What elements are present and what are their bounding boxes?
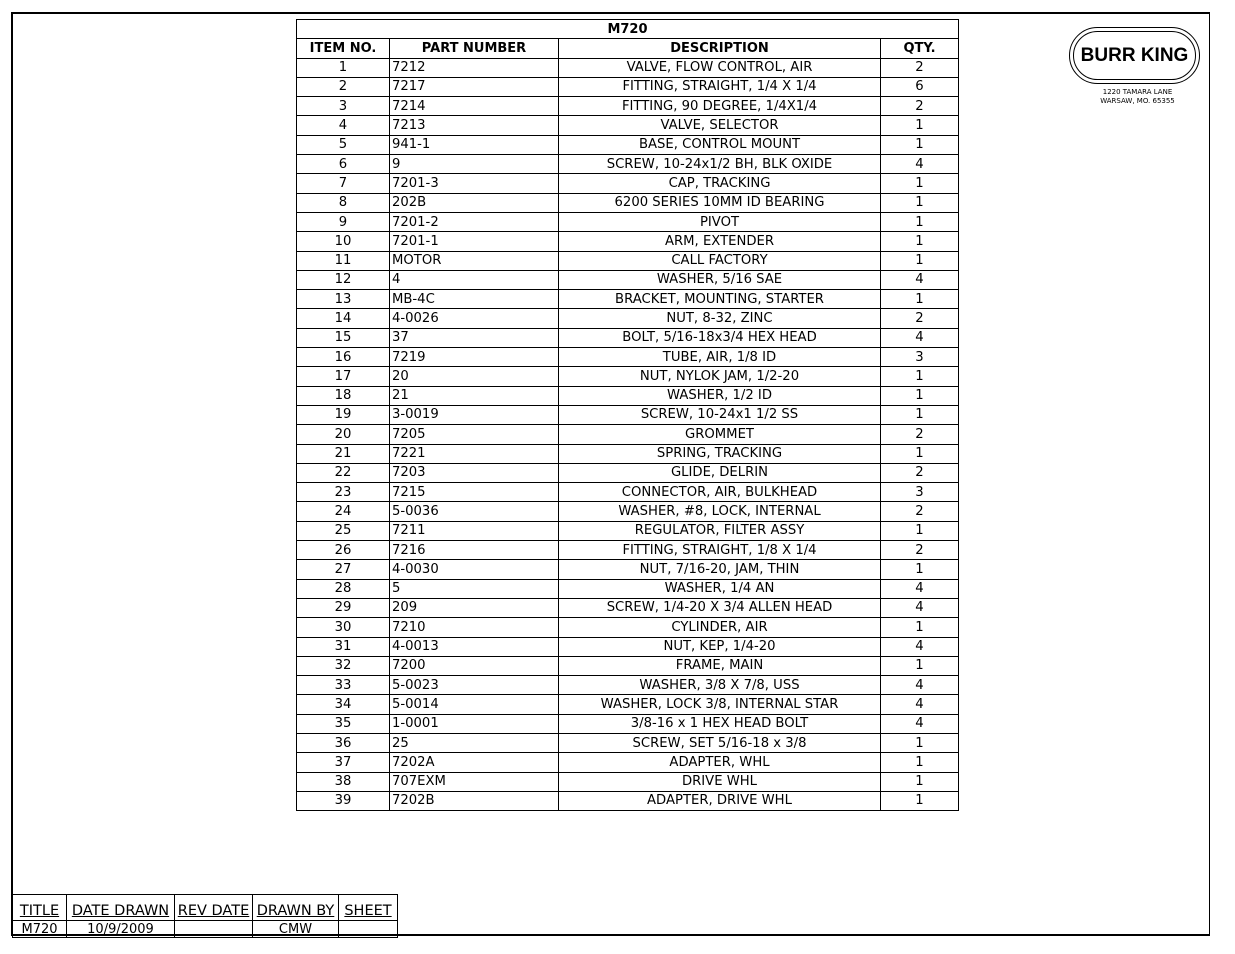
qty-cell: 4: [881, 155, 959, 174]
description-cell: BOLT, 5/16-18x3/4 HEX HEAD: [559, 328, 881, 347]
title-block: [12, 894, 398, 938]
qty-cell: 4: [881, 676, 959, 695]
part-number-cell: 7217: [390, 77, 559, 96]
part-number-cell: 7201-1: [390, 232, 559, 251]
qty-cell: 2: [881, 309, 959, 328]
description-cell: NUT, 8-32, ZINC: [559, 309, 881, 328]
qty-cell: 1: [881, 174, 959, 193]
table-row: [297, 135, 959, 154]
part-number-cell: 5-0036: [390, 502, 559, 521]
part-number-cell: 7202A: [390, 753, 559, 772]
part-number-cell: 9: [390, 155, 559, 174]
table-row: [297, 270, 959, 289]
item-no-cell: 8: [297, 193, 390, 212]
title-block-header-sheet: SHEET: [339, 895, 398, 921]
item-no-cell: 22: [297, 463, 390, 482]
address-line-1: 1220 TAMARA LANE: [1102, 88, 1173, 96]
item-no-cell: 30: [297, 618, 390, 637]
part-number-cell: 20: [390, 367, 559, 386]
description-cell: WASHER, 5/16 SAE: [559, 270, 881, 289]
item-no-cell: 24: [297, 502, 390, 521]
qty-cell: 1: [881, 733, 959, 752]
part-number-cell: 37: [390, 328, 559, 347]
item-no-cell: 32: [297, 656, 390, 675]
item-no-cell: 20: [297, 425, 390, 444]
description-cell: ADAPTER, WHL: [559, 753, 881, 772]
table-row: [297, 251, 959, 270]
qty-cell: 1: [881, 193, 959, 212]
item-no-cell: 26: [297, 541, 390, 560]
table-row: [297, 425, 959, 444]
description-cell: ADAPTER, DRIVE WHL: [559, 791, 881, 810]
item-no-cell: 16: [297, 348, 390, 367]
part-number-cell: MB-4C: [390, 290, 559, 309]
table-row: [297, 290, 959, 309]
part-number-cell: 5: [390, 579, 559, 598]
description-cell: FITTING, 90 DEGREE, 1/4X1/4: [559, 97, 881, 116]
table-row: [297, 232, 959, 251]
part-number-cell: 4-0030: [390, 560, 559, 579]
description-cell: BRACKET, MOUNTING, STARTER: [559, 290, 881, 309]
item-no-cell: 37: [297, 753, 390, 772]
table-row: [297, 367, 959, 386]
item-no-cell: 38: [297, 772, 390, 791]
qty-cell: 1: [881, 386, 959, 405]
title-block-header-date-drawn: DATE DRAWN: [67, 895, 175, 921]
qty-cell: 1: [881, 212, 959, 231]
table-row: [297, 309, 959, 328]
part-number-cell: 5-0014: [390, 695, 559, 714]
description-cell: DRIVE WHL: [559, 772, 881, 791]
part-number-cell: 7215: [390, 483, 559, 502]
description-cell: NUT, 7/16-20, JAM, THIN: [559, 560, 881, 579]
table-row: [297, 598, 959, 617]
qty-cell: 2: [881, 97, 959, 116]
item-no-cell: 15: [297, 328, 390, 347]
part-number-cell: 202B: [390, 193, 559, 212]
item-no-cell: 29: [297, 598, 390, 617]
item-no-cell: 17: [297, 367, 390, 386]
part-number-cell: 7219: [390, 348, 559, 367]
table-row: [297, 193, 959, 212]
table-row: [297, 521, 959, 540]
table-row: [297, 483, 959, 502]
table-row: [297, 714, 959, 733]
item-no-cell: 1: [297, 58, 390, 77]
address-line-2: WARSAW, MO. 65355: [1100, 97, 1175, 105]
description-cell: SCREW, 10-24x1/2 BH, BLK OXIDE: [559, 155, 881, 174]
table-row: [297, 155, 959, 174]
col-header-qty: QTY.: [881, 39, 959, 58]
table-row: [297, 695, 959, 714]
logo-text: BURR KING: [1073, 31, 1196, 80]
qty-cell: 3: [881, 348, 959, 367]
description-cell: 3/8-16 x 1 HEX HEAD BOLT: [559, 714, 881, 733]
qty-cell: 1: [881, 367, 959, 386]
table-row: [297, 58, 959, 77]
table-row: [297, 579, 959, 598]
qty-cell: 2: [881, 541, 959, 560]
description-cell: SCREW, 1/4-20 X 3/4 ALLEN HEAD: [559, 598, 881, 617]
description-cell: VALVE, FLOW CONTROL, AIR: [559, 58, 881, 77]
qty-cell: 4: [881, 637, 959, 656]
table-row: [297, 618, 959, 637]
qty-cell: 4: [881, 270, 959, 289]
title-block-header-drawn-by: DRAWN BY: [253, 895, 339, 921]
qty-cell: 1: [881, 560, 959, 579]
part-number-cell: 7211: [390, 521, 559, 540]
description-cell: WASHER, 1/2 ID: [559, 386, 881, 405]
item-no-cell: 9: [297, 212, 390, 231]
description-cell: CALL FACTORY: [559, 251, 881, 270]
title-block-value-rev-date: [175, 921, 253, 938]
part-number-cell: 7205: [390, 425, 559, 444]
item-no-cell: 25: [297, 521, 390, 540]
part-number-cell: 4-0026: [390, 309, 559, 328]
table-row: [297, 444, 959, 463]
qty-cell: 1: [881, 290, 959, 309]
table-row: [297, 405, 959, 424]
table-row: [297, 772, 959, 791]
table-row: [297, 77, 959, 96]
item-no-cell: 19: [297, 405, 390, 424]
col-header-part-number: PART NUMBER: [390, 39, 559, 58]
item-no-cell: 2: [297, 77, 390, 96]
table-row: [297, 174, 959, 193]
description-cell: SCREW, 10-24x1 1/2 SS: [559, 405, 881, 424]
part-number-cell: 4: [390, 270, 559, 289]
title-block-value-sheet: [339, 921, 398, 938]
table-row: [297, 328, 959, 347]
part-number-cell: 4-0013: [390, 637, 559, 656]
qty-cell: 1: [881, 116, 959, 135]
item-no-cell: 35: [297, 714, 390, 733]
table-row: [297, 212, 959, 231]
part-number-cell: 25: [390, 733, 559, 752]
qty-cell: 2: [881, 58, 959, 77]
part-number-cell: 7200: [390, 656, 559, 675]
table-row: [297, 463, 959, 482]
qty-cell: 1: [881, 251, 959, 270]
parts-table-body: [297, 58, 959, 811]
item-no-cell: 11: [297, 251, 390, 270]
table-row: [297, 348, 959, 367]
table-row: [297, 676, 959, 695]
description-cell: SPRING, TRACKING: [559, 444, 881, 463]
description-cell: FITTING, STRAIGHT, 1/4 X 1/4: [559, 77, 881, 96]
qty-cell: 4: [881, 714, 959, 733]
description-cell: CYLINDER, AIR: [559, 618, 881, 637]
part-number-cell: 209: [390, 598, 559, 617]
item-no-cell: 18: [297, 386, 390, 405]
part-number-cell: 7212: [390, 58, 559, 77]
table-row: [297, 541, 959, 560]
part-number-cell: 5-0023: [390, 676, 559, 695]
title-block-value-title: M720: [13, 921, 67, 938]
item-no-cell: 3: [297, 97, 390, 116]
table-row: [297, 116, 959, 135]
description-cell: WASHER, 1/4 AN: [559, 579, 881, 598]
description-cell: TUBE, AIR, 1/8 ID: [559, 348, 881, 367]
description-cell: REGULATOR, FILTER ASSY: [559, 521, 881, 540]
part-number-cell: 7201-3: [390, 174, 559, 193]
title-block-value-drawn-by: CMW: [253, 921, 339, 938]
description-cell: FRAME, MAIN: [559, 656, 881, 675]
item-no-cell: 34: [297, 695, 390, 714]
qty-cell: 4: [881, 579, 959, 598]
qty-cell: 1: [881, 772, 959, 791]
item-no-cell: 27: [297, 560, 390, 579]
part-number-cell: 7202B: [390, 791, 559, 810]
table-row: [297, 386, 959, 405]
qty-cell: 4: [881, 695, 959, 714]
description-cell: CAP, TRACKING: [559, 174, 881, 193]
table-row: [297, 733, 959, 752]
table-row: [297, 791, 959, 810]
qty-cell: 2: [881, 463, 959, 482]
qty-cell: 1: [881, 656, 959, 675]
part-number-cell: 7210: [390, 618, 559, 637]
qty-cell: 1: [881, 753, 959, 772]
description-cell: BASE, CONTROL MOUNT: [559, 135, 881, 154]
item-no-cell: 6: [297, 155, 390, 174]
qty-cell: 1: [881, 444, 959, 463]
item-no-cell: 10: [297, 232, 390, 251]
item-no-cell: 14: [297, 309, 390, 328]
part-number-cell: MOTOR: [390, 251, 559, 270]
part-number-cell: 7216: [390, 541, 559, 560]
parts-table-title: M720: [297, 20, 959, 39]
description-cell: PIVOT: [559, 212, 881, 231]
title-block-value-date-drawn: 10/9/2009: [67, 921, 175, 938]
qty-cell: 4: [881, 598, 959, 617]
part-number-cell: 941-1: [390, 135, 559, 154]
item-no-cell: 7: [297, 174, 390, 193]
description-cell: 6200 SERIES 10MM ID BEARING: [559, 193, 881, 212]
item-no-cell: 23: [297, 483, 390, 502]
description-cell: ARM, EXTENDER: [559, 232, 881, 251]
table-row: [297, 502, 959, 521]
description-cell: FITTING, STRAIGHT, 1/8 X 1/4: [559, 541, 881, 560]
parts-list-table: [296, 19, 959, 811]
part-number-cell: 7221: [390, 444, 559, 463]
description-cell: GROMMET: [559, 425, 881, 444]
table-row: [297, 637, 959, 656]
title-block-header-title: TITLE: [13, 895, 67, 921]
table-row: [297, 560, 959, 579]
part-number-cell: 1-0001: [390, 714, 559, 733]
qty-cell: 1: [881, 135, 959, 154]
item-no-cell: 28: [297, 579, 390, 598]
item-no-cell: 4: [297, 116, 390, 135]
item-no-cell: 39: [297, 791, 390, 810]
part-number-cell: 7214: [390, 97, 559, 116]
description-cell: WASHER, LOCK 3/8, INTERNAL STAR: [559, 695, 881, 714]
part-number-cell: 7201-2: [390, 212, 559, 231]
description-cell: SCREW, SET 5/16-18 x 3/8: [559, 733, 881, 752]
burr-king-logo: [1069, 27, 1200, 84]
description-cell: WASHER, #8, LOCK, INTERNAL: [559, 502, 881, 521]
description-cell: NUT, NYLOK JAM, 1/2-20: [559, 367, 881, 386]
description-cell: WASHER, 3/8 X 7/8, USS: [559, 676, 881, 695]
part-number-cell: 21: [390, 386, 559, 405]
title-block-header-rev-date: REV DATE: [175, 895, 253, 921]
qty-cell: 1: [881, 521, 959, 540]
item-no-cell: 36: [297, 733, 390, 752]
part-number-cell: 3-0019: [390, 405, 559, 424]
item-no-cell: 13: [297, 290, 390, 309]
description-cell: CONNECTOR, AIR, BULKHEAD: [559, 483, 881, 502]
item-no-cell: 31: [297, 637, 390, 656]
description-cell: NUT, KEP, 1/4-20: [559, 637, 881, 656]
part-number-cell: 7213: [390, 116, 559, 135]
item-no-cell: 21: [297, 444, 390, 463]
table-row: [297, 753, 959, 772]
table-row: [297, 97, 959, 116]
col-header-item-no: ITEM NO.: [297, 39, 390, 58]
qty-cell: 1: [881, 232, 959, 251]
description-cell: VALVE, SELECTOR: [559, 116, 881, 135]
qty-cell: 6: [881, 77, 959, 96]
qty-cell: 4: [881, 328, 959, 347]
item-no-cell: 12: [297, 270, 390, 289]
table-row: [297, 656, 959, 675]
qty-cell: 1: [881, 791, 959, 810]
part-number-cell: 707EXM: [390, 772, 559, 791]
item-no-cell: 33: [297, 676, 390, 695]
part-number-cell: 7203: [390, 463, 559, 482]
description-cell: GLIDE, DELRIN: [559, 463, 881, 482]
qty-cell: 1: [881, 405, 959, 424]
col-header-description: DESCRIPTION: [559, 39, 881, 58]
qty-cell: 3: [881, 483, 959, 502]
qty-cell: 2: [881, 425, 959, 444]
qty-cell: 1: [881, 618, 959, 637]
qty-cell: 2: [881, 502, 959, 521]
item-no-cell: 5: [297, 135, 390, 154]
